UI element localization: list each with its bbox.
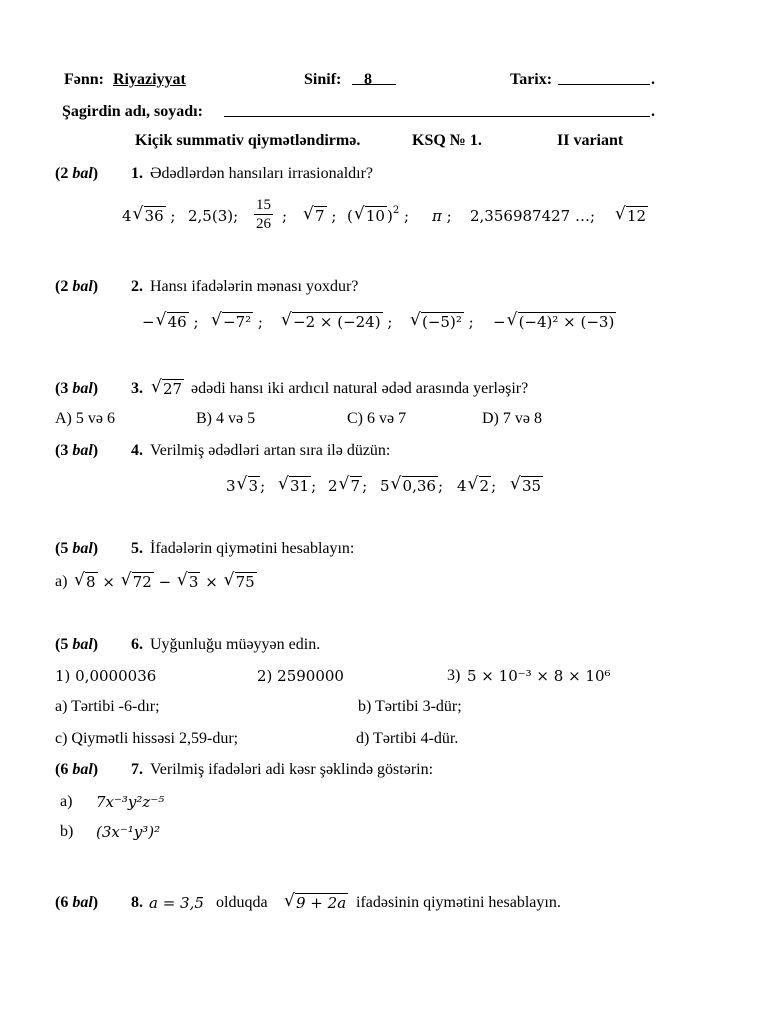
class-label: Sinif: — [304, 71, 342, 88]
q7-item-a — [0, 792, 768, 816]
q6-number-3: 5 × 10⁻³ × 8 × 10⁶ — [467, 667, 611, 685]
q2-item-b: √ −7² ; — [210, 312, 263, 332]
q7-item-b — [0, 822, 768, 846]
subject-value: Riyaziyyat — [113, 71, 186, 88]
q1-sep: ; — [282, 207, 288, 225]
q1-item-b: 2,5(3); — [188, 207, 239, 225]
q1-item-d: √ 7 ; — [302, 206, 336, 226]
question-number: 8. — [131, 894, 143, 911]
q5-label: a) — [55, 573, 68, 590]
q6-number-1: 1) 0,0000036 — [55, 667, 157, 685]
question-points: (6 bal) — [55, 894, 99, 911]
q4-item-c: 2√ 7 ; — [328, 476, 367, 496]
student-row — [0, 102, 768, 126]
q4-item-a: 3√ 3 ; — [226, 476, 265, 496]
question-5 — [0, 539, 768, 563]
subject-label: Fənn: — [64, 71, 104, 88]
class-value: 8 — [364, 71, 372, 88]
question-text: Uyğunluğu müəyyən edin. — [150, 636, 321, 653]
question-points: (3 bal) — [55, 380, 99, 397]
q2-expressions — [0, 312, 768, 336]
q1-item-g: 2,356987427 …; — [470, 207, 596, 225]
q3-radical: √ 27 — [150, 379, 184, 399]
question-1 — [0, 164, 768, 188]
question-8 — [0, 893, 768, 917]
q4-expressions — [0, 476, 768, 500]
option-b[interactable]: B) 4 və 5 — [196, 410, 256, 427]
q6-option-b[interactable]: b) Tərtibi 3-dür; — [358, 698, 462, 715]
ksq-number: KSQ № 1. — [412, 132, 482, 149]
question-number: 7. — [131, 761, 143, 778]
q1-item-e: (√ 10 )$^2$ ; — [347, 206, 409, 226]
student-label: Şagirdin adı, soyadı: — [62, 103, 203, 120]
question-text: Verilmiş ifadələri adi kəsr şəklində göstərin: — [150, 761, 434, 778]
question-2 — [0, 277, 768, 301]
question-text-before: olduqda — [216, 894, 268, 911]
question-text: Verilmiş ədədləri artan sıra ilə düzün: — [150, 442, 391, 459]
q6-option-d[interactable]: d) Tərtibi 4-dür. — [356, 730, 459, 747]
student-name-blank[interactable] — [224, 102, 650, 117]
question-7 — [0, 760, 768, 784]
question-number: 5. — [131, 540, 143, 557]
q1-item-h: √ 12 — [614, 206, 648, 226]
q1-expressions — [0, 196, 768, 240]
q4-item-d: 5√ 0,36 ; — [380, 476, 443, 496]
q1-item-c: $\frac{15}{26}$ — [256, 197, 271, 232]
question-3 — [0, 379, 768, 403]
q2-item-d: √ (−5)² ; — [409, 312, 474, 332]
question-points: (2 bal) — [55, 278, 99, 295]
q6-option-c[interactable]: c) Qiymətli hissəsi 2,59-dur; — [55, 730, 239, 747]
date-end: . — [651, 71, 655, 88]
question-points: (6 bal) — [55, 761, 99, 778]
question-text: Hansı ifadələrin mənası yoxdur? — [150, 278, 359, 295]
header-row — [0, 70, 768, 94]
question-points: (5 bal) — [55, 540, 99, 557]
question-points: (5 bal) — [55, 636, 99, 653]
q4-item-f: √ 35 — [509, 476, 543, 496]
q3-options — [0, 409, 768, 433]
class-blank[interactable] — [352, 70, 396, 85]
q4-item-b: √ 31 ; — [277, 476, 316, 496]
q2-item-e: −√ (−4)² × (−3) — [493, 312, 616, 332]
q1-item-f: π ; — [432, 207, 452, 225]
q6-option-a[interactable]: a) Tərtibi -6-dır; — [55, 698, 160, 715]
q2-item-a: −√ 46 ; — [142, 312, 199, 332]
option-a[interactable]: A) 5 və 6 — [55, 410, 115, 427]
page-title: Kiçik summativ qiymətləndirmə. — [135, 132, 361, 149]
date-label: Tarix: — [510, 71, 553, 88]
question-text: İfadələrin qiymətini hesablayın: — [150, 540, 355, 557]
q7-b-expr: (3x⁻¹y³)² — [96, 823, 161, 841]
q8-radical: √ 9 + 2a — [283, 893, 348, 913]
student-end: . — [651, 103, 655, 120]
q6-options-row-1 — [0, 697, 768, 721]
q4-item-e: 4√ 2 ; — [457, 476, 496, 496]
question-number: 4. — [131, 442, 143, 459]
question-4 — [0, 441, 768, 465]
q5-expression — [0, 572, 768, 596]
question-points: (3 bal) — [55, 442, 99, 459]
q7-a-label: a) — [60, 793, 73, 810]
q7-a-expr: 7x⁻³y²z⁻⁵ — [96, 793, 165, 811]
question-text-after: ifadəsinin qiymətini hesablayın. — [356, 894, 561, 911]
question-number: 6. — [131, 636, 143, 653]
q8-variable: a = 3,5 — [149, 894, 204, 912]
q5-expr: √ 8 × √ 72 − √ 3 × √ 75 — [73, 572, 257, 592]
question-number: 3. — [131, 380, 143, 397]
question-text: Ədədlərdən hansıları irrasionaldır? — [150, 165, 374, 182]
q6-number-2: 2) 2590000 — [257, 667, 344, 685]
q6-options-row-2 — [0, 729, 768, 753]
question-number: 1. — [131, 165, 143, 182]
option-d[interactable]: D) 7 və 8 — [482, 410, 542, 427]
date-blank[interactable] — [558, 70, 650, 85]
q2-item-c: √ −2 × (−24) ; — [280, 312, 392, 332]
q1-item-a: 4√ 36 ; — [122, 206, 175, 226]
question-number: 2. — [131, 278, 143, 295]
question-text: ədədi hansı iki ardıcıl natural ədəd arasında yerləşir? — [191, 380, 529, 397]
option-c[interactable]: C) 6 və 7 — [347, 410, 407, 427]
q6-number-3-label: 3) — [447, 667, 461, 684]
variant: II variant — [557, 132, 624, 149]
question-6 — [0, 635, 768, 659]
q7-b-label: b) — [60, 823, 74, 840]
q6-numbers — [0, 666, 768, 690]
title-row — [0, 131, 768, 155]
question-points: (2 bal) — [55, 165, 99, 182]
